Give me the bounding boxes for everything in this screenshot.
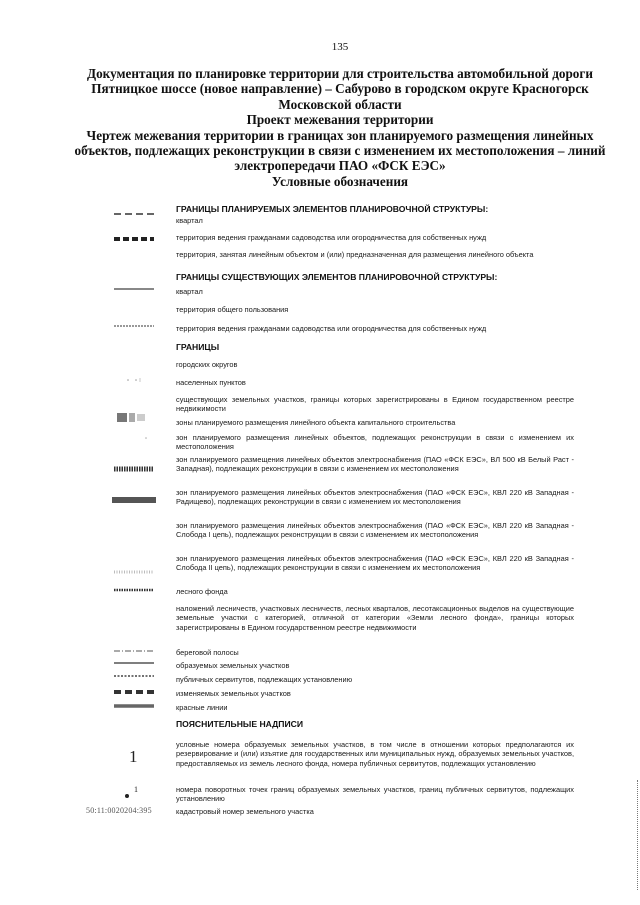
reconstruction-zone-symbol	[112, 432, 156, 444]
legend-label: публичных сервитутов, подлежащих установлению	[176, 675, 353, 684]
legend-label: наложений лесничеств, участковых лесничеств, лесных кварталов, лесотаксационных выделов на существующие земельные участки с категорией, отличной от категории «Земли лесного фонда», границы которых зарегистрированы в Едином государственном реестре недвижимости	[176, 604, 574, 632]
turning-point-dot-icon	[125, 794, 129, 798]
legend-label: условные номера образуемых земельных участков, в том числе в отношении которых предполагаются их резервирование и (или) изъятие для государственных или муниципальных нужд, образуемых земельных участков, предоставляемых из земель лесного фонда, номера публичных сервитутов, подлежащих установлению	[176, 740, 574, 768]
legend-label: кадастровый номер земельного участка	[176, 807, 314, 816]
legend-label: зон планируемого размещения линейных объектов, подлежащих реконструкции в связи с изменением их местоположения	[176, 433, 574, 452]
shore-strip-symbol	[112, 645, 156, 657]
existing-quarter-symbol	[112, 283, 156, 295]
forest-fund-symbol	[112, 584, 156, 596]
scan-edge-divider	[635, 780, 638, 890]
kvl-radishchevo-zone-symbol	[112, 494, 156, 506]
existing-garden-symbol	[112, 320, 156, 332]
title-line: Проект межевания территории	[246, 112, 434, 128]
section-title-boundaries: ГРАНИЦЫ	[176, 342, 220, 352]
legend-label: существующих земельных участков, границы которых зарегистрированы в Едином государственном реестре недвижимости	[176, 395, 574, 414]
title-line: Документация по планировке территории для строительства автомобильной дороги	[87, 66, 593, 81]
section-title-planned: ГРАНИЦЫ ПЛАНИРУЕМЫХ ЭЛЕМЕНТОВ ПЛАНИРОВОЧНОЙ СТРУКТУРЫ:	[176, 204, 489, 214]
legend-label: территория, занятая линейным объектом и (или) предназначенная для размещения линейного объекта	[176, 250, 534, 259]
vl500-zone-symbol	[112, 463, 156, 475]
capital-object-zone-symbol	[112, 412, 156, 424]
legend-label: зон планируемого размещения линейных объектов электроснабжения (ПАО «ФСК ЕЭС», КВЛ 220 кВ Западная - Слобода I цепь), подлежащих реконструкции в связи с изменением их местоположения	[176, 521, 574, 540]
legend-label: зон планируемого размещения линейных объектов электроснабжения (ПАО «ФСК ЕЭС», ВЛ 500 кВ Белый Раст - Западная), подлежащих реконструкции в связи с изменением их местоположения	[176, 455, 574, 474]
legend-label: территория общего пользования	[176, 305, 289, 314]
title-line: Условные обозначения	[271, 173, 409, 189]
legend-label: территория ведения гражданами садоводства или огородничества для собственных нужд	[176, 233, 487, 242]
legend-label: зон планируемого размещения линейных объектов электроснабжения (ПАО «ФСК ЕЭС», КВЛ 220 кВ Западная - Радищево), подлежащих реконструкции в связи с изменением их местоположения	[176, 488, 574, 507]
point-number-sample: 1	[134, 785, 138, 794]
page-number: 135	[331, 41, 349, 53]
legend-label: населенных пунктов	[176, 378, 246, 387]
title-line: Чертеж межевания территории в границах зон планируемого размещения линейных	[86, 127, 594, 143]
legend-label: береговой полосы	[176, 648, 239, 657]
legend-label: изменяемых земельных участков	[176, 689, 291, 698]
legend-label: номера поворотных точек границ образуемых земельных участков, границ публичных сервитутов, подлежащих установлению	[176, 785, 574, 804]
legend-label: городских округов	[176, 360, 238, 369]
title-line: Пятницкое шоссе (новое направление) – Сабурово в городском округе Красногорск	[91, 81, 589, 97]
legend-label: красные линии	[176, 703, 228, 712]
parcel-number-sample: 1	[129, 747, 138, 766]
title-line: Московской области	[278, 96, 402, 112]
section-title-existing: ГРАНИЦЫ СУЩЕСТВУЮЩИХ ЭЛЕМЕНТОВ ПЛАНИРОВОЧНОЙ СТРУКТУРЫ:	[176, 272, 498, 282]
red-lines-symbol	[112, 700, 156, 712]
planned-garden-symbol	[112, 233, 156, 245]
title-line: электропередачи ПАО «ФСК ЕЭС»	[234, 158, 446, 174]
settlement-boundary-symbol	[112, 374, 156, 386]
planned-quarter-symbol	[112, 208, 156, 220]
section-title-inscriptions: ПОЯСНИТЕЛЬНЫЕ НАДПИСИ	[176, 719, 304, 729]
legend-label: зон планируемого размещения линейных объектов электроснабжения (ПАО «ФСК ЕЭС», КВЛ 220 кВ Западная - Слобода II цепь), подлежащих реконструкции в связи с изменением их местоположения	[176, 554, 574, 573]
legend-label: территория ведения гражданами садоводства или огородничества для собственных нужд	[176, 324, 487, 333]
legend-label: лесного фонда	[176, 587, 228, 596]
cadastral-number-sample: 50:11:0020204:395	[86, 806, 152, 815]
legend-label: образуемых земельных участков	[176, 661, 290, 670]
kvl-sloboda-ii-zone-symbol	[112, 566, 156, 578]
legend-label: квартал	[176, 287, 203, 296]
new-parcels-symbol	[112, 657, 156, 669]
title-line: объектов, подлежащих реконструкции в связи с изменением их местоположения – линий	[74, 143, 606, 159]
changed-parcels-symbol	[112, 686, 156, 698]
legend-label: зоны планируемого размещения линейного объекта капитального строительства	[176, 418, 456, 427]
legend-label: квартал	[176, 216, 203, 225]
public-servitude-symbol	[112, 670, 156, 682]
